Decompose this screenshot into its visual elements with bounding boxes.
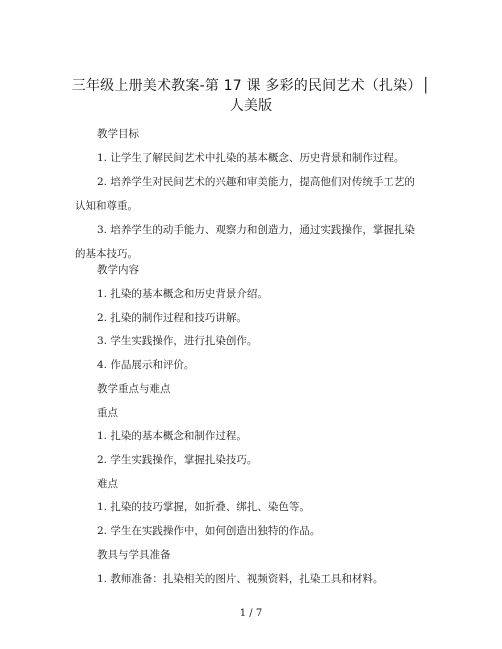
list-item: 3. 学生实践操作，进行扎染创作。: [97, 335, 258, 347]
list-item: 1. 让学生了解民间艺术中扎染的基本概念、历史背景和制作过程。: [97, 152, 405, 164]
subsection-heading: 重点: [97, 407, 118, 419]
list-item: 1. 扎染的技巧掌握，如折叠、绑扎、染色等。: [97, 501, 310, 513]
list-item: 2. 学生实践操作，掌握扎染技巧。: [97, 454, 258, 466]
list-item: 1. 扎染的基本概念和制作过程。: [97, 430, 247, 442]
list-item: 1. 扎染的基本概念和历史背景介绍。: [97, 288, 268, 300]
document-title: 三年级上册美术教案-第 17 课 多彩的民间艺术（扎染）│人美版: [71, 78, 431, 114]
section-heading: 教具与学具准备: [97, 549, 171, 561]
subsection-heading: 难点: [97, 478, 118, 490]
page-number: 1 / 7: [239, 608, 263, 619]
list-item: 3. 培养学生的动手能力、观察力和创造力，通过实践操作，掌握扎染的基本技巧。: [75, 224, 415, 260]
list-item: 2. 扎染的制作过程和技巧讲解。: [97, 312, 247, 324]
section-heading: 教学目标: [97, 128, 139, 140]
section-heading: 教学重点与难点: [97, 383, 171, 395]
list-item: 1. 教师准备：扎染相关的图片、视频资料，扎染工具和材料。: [97, 573, 384, 585]
list-item: 2. 学生在实践操作中，如何创造出独特的作品。: [97, 525, 321, 537]
list-item: 2. 培养学生对民间艺术的兴趣和审美能力，提高他们对传统手工艺的认知和尊重。: [75, 176, 415, 212]
list-item: 4. 作品展示和评价。: [97, 359, 195, 371]
section-heading: 教学内容: [97, 264, 139, 276]
